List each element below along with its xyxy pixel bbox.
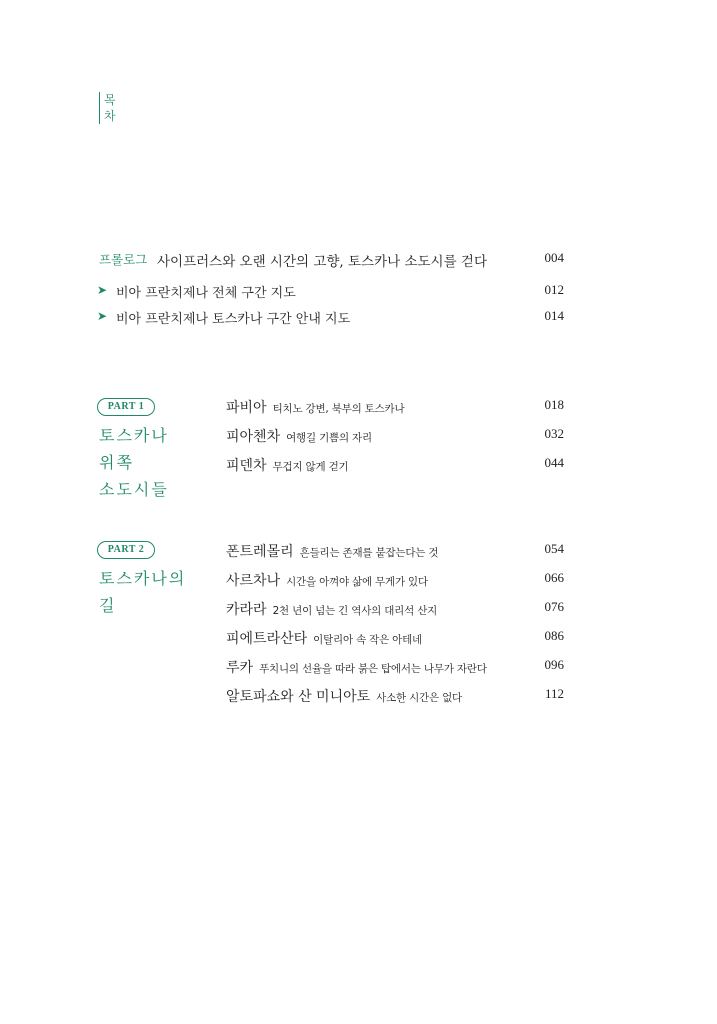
map-text: 비아 프란치제나 전체 구간 지도 bbox=[116, 286, 296, 301]
entry-subtitle: 흔들리는 존재를 붙잡는다는 것 bbox=[299, 547, 439, 559]
part1-badge: PART 1 bbox=[97, 398, 155, 416]
part-name-line: 토스카나의 bbox=[99, 569, 187, 588]
toc-title-char: 목 bbox=[104, 93, 117, 107]
city-title: 피아첸차 여행길 기쁨의 자리 bbox=[226, 429, 372, 445]
part-name-line: 토스카나 bbox=[99, 426, 169, 445]
map-text: 비아 프란치제나 토스카나 구간 안내 지도 bbox=[116, 312, 351, 327]
city-title: 폰트레몰리 흔들리는 존재를 붙잡는다는 것 bbox=[226, 544, 439, 560]
entry-subtitle: 시간을 아껴야 삶에 무게가 있다 bbox=[286, 576, 428, 588]
entry-subtitle: 여행길 기쁨의 자리 bbox=[286, 432, 372, 444]
page-number: 086 bbox=[544, 628, 564, 643]
page-number: 096 bbox=[544, 657, 564, 672]
entry-subtitle: 티치노 강변, 북부의 토스카나 bbox=[272, 403, 405, 415]
page-number: 014 bbox=[544, 308, 564, 323]
arrow-icon: ➤ bbox=[97, 283, 108, 297]
entry-subtitle: 푸치니의 선율을 따라 붉은 탑에서는 나무가 자란다 bbox=[259, 663, 487, 675]
map-row[interactable] bbox=[0, 308, 717, 328]
page-number: 066 bbox=[544, 570, 564, 585]
page-number: 012 bbox=[544, 282, 564, 297]
city-title: 파비아 티치노 강변, 북부의 토스카나 bbox=[226, 400, 405, 416]
page-number: 004 bbox=[544, 250, 564, 265]
entry-subtitle: 이탈리아 속 작은 아테네 bbox=[313, 634, 422, 646]
prologue-text: 사이프러스와 오랜 시간의 고향, 토스카나 소도시를 걷다 bbox=[157, 254, 487, 270]
page-number: 018 bbox=[544, 397, 564, 412]
city-title: 피에트라산타 이탈리아 속 작은 아테네 bbox=[226, 631, 422, 647]
toc-entry[interactable] bbox=[0, 657, 717, 677]
city-title: 사르차나 시간을 아껴야 삶에 무게가 있다 bbox=[226, 573, 428, 589]
page-number: 032 bbox=[544, 426, 564, 441]
toc-entry[interactable] bbox=[0, 599, 717, 619]
toc-title-char: 차 bbox=[104, 109, 117, 123]
page-number: 112 bbox=[544, 686, 564, 701]
city-title: 피덴차 무겁지 않게 걷기 bbox=[226, 458, 349, 474]
toc-entry[interactable] bbox=[0, 455, 717, 475]
part2-badge: PART 2 bbox=[97, 541, 155, 559]
page-number: 044 bbox=[544, 455, 564, 470]
prologue-row[interactable] bbox=[0, 250, 717, 270]
entry-subtitle: 사소한 시간은 없다 bbox=[376, 692, 462, 704]
toc-title bbox=[99, 92, 117, 124]
map-row[interactable] bbox=[0, 282, 717, 302]
toc-entry[interactable] bbox=[0, 541, 717, 561]
toc-entry[interactable] bbox=[0, 686, 717, 706]
entry-subtitle: 무겁지 않게 걷기 bbox=[272, 461, 349, 473]
prologue-label: 프롤로그 bbox=[99, 252, 148, 267]
arrow-icon: ➤ bbox=[97, 309, 108, 323]
city-title: 루카 푸치니의 선율을 따라 붉은 탑에서는 나무가 자란다 bbox=[226, 660, 487, 676]
part-name-line: 길 bbox=[99, 596, 117, 615]
entry-subtitle: 2천 년이 넘는 긴 역사의 대리석 산지 bbox=[272, 605, 438, 617]
page-number: 054 bbox=[544, 541, 564, 556]
toc-entry[interactable] bbox=[0, 570, 717, 590]
toc-entry[interactable] bbox=[0, 397, 717, 417]
toc-entry[interactable] bbox=[0, 426, 717, 446]
page-number: 076 bbox=[544, 599, 564, 614]
part-name-line: 소도시들 bbox=[99, 480, 169, 499]
city-title: 알토파쇼와 산 미니아토 사소한 시간은 없다 bbox=[226, 689, 462, 705]
toc-entry[interactable] bbox=[0, 628, 717, 648]
city-title: 카라라 2천 년이 넘는 긴 역사의 대리석 산지 bbox=[226, 602, 438, 618]
part-name-line: 위쪽 bbox=[99, 453, 134, 472]
